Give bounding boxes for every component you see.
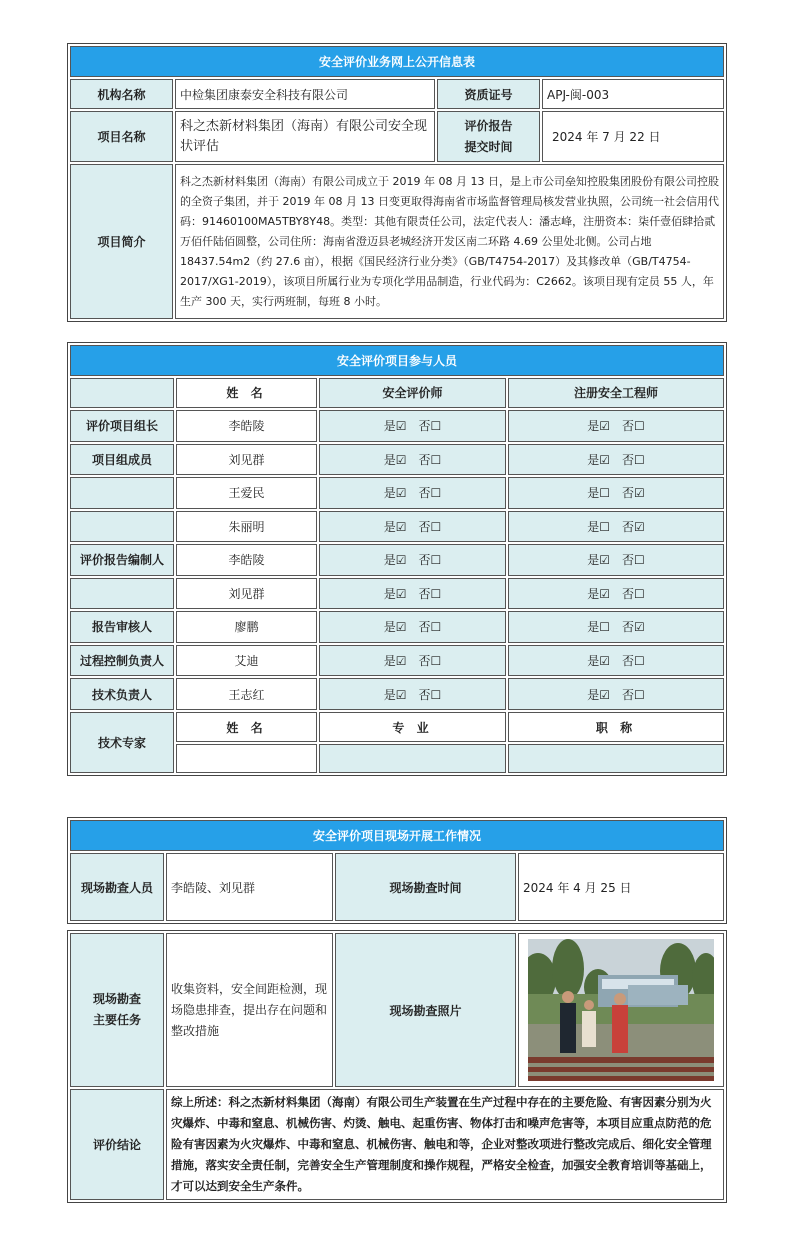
intro-value: 科之杰新材料集团（海南）有限公司成立于 2019 年 08 月 13 日，是上市公司垒知控股集团股份有限公司控股的全资子集团，并于 2019 年 08 月 13 日变更取得海南省市场监督管理局核发营业执照，公司统一社会信用代码：91460100MA5TBY8Y48。类型：其他有限责任公司，法定代表人：潘志峰，注册资本：柒仟壹佰肆拾贰万佰仟陆佰圆整，公司住所：海南省澄迈县老城经济开发区南二环路 4.69 公里处北侧。公司占地 18437.54m2（约 27.6 亩），根据《国民经济行业分类》（GB/T4754-2017）及其修改单（GB/T4754-2017/XG1-2019），该项目所属行业为专项化学用品制造，行业代码为：C2662。该项目现有定员 55 人，年生产 300 天，实行两班制，每班 8 小时。 [175,164,724,319]
site-staff-label: 现场勘查人员 [70,853,164,921]
evaluator-checkbox: 是☑ 否☐ [319,511,506,543]
evaluator-checkbox: 是☑ 否☐ [319,444,506,476]
name-cell: 朱丽明 [176,511,317,543]
table-row [70,544,724,576]
name-cell: 李皓陵 [176,410,317,442]
report-time-value: 2024 年 7 月 22 日 [542,111,724,162]
role-cell: 过程控制负责人 [70,645,174,677]
table-row [70,678,724,710]
evaluator-header: 安全评价师 [319,378,506,409]
role-cell [70,578,174,610]
evaluator-checkbox: 是☑ 否☐ [319,645,506,677]
role-cell: 评价项目组长 [70,410,174,442]
role-cell: 报告审核人 [70,611,174,643]
personnel-table [67,342,727,776]
evaluator-checkbox: 是☑ 否☐ [319,477,506,509]
site-photo-label: 现场勘查照片 [335,933,516,1087]
expert-label: 技术专家 [70,712,174,773]
public-info-table [67,43,727,322]
expert-major-cell [319,744,506,773]
cert-value: APJ-闽-003 [542,79,724,109]
intro-label: 项目简介 [70,164,173,319]
expert-name-cell [176,744,317,773]
table-row [70,511,724,543]
expert-major-header: 专 业 [319,712,506,743]
site-photo [528,939,714,1081]
site-staff-value: 李皓陵、刘见群 [166,853,333,921]
role-cell: 评价报告编制人 [70,544,174,576]
name-cell: 刘见群 [176,444,317,476]
evaluator-checkbox: 是☑ 否☐ [319,611,506,643]
conclusion-value: 综上所述：科之杰新材料集团（海南）有限公司生产装置在生产过程中存在的主要危险、有害因素分别为火灾爆炸、中毒和窒息、机械伤害、灼烫、触电、起重伤害、物体打击和噪声危害等，本项目应重点防范的危险有害因素为火灾爆炸、中毒和窒息、机械伤害、触电和等，企业对整改项进行整改完成后、细化安全管理措施，落实安全责任制，完善安全生产管理制度和操作规程，严格安全检查，加强安全教育培训等基础上，才可以达到安全生产条件。 [166,1089,724,1200]
engineer-checkbox: 是☑ 否☐ [508,645,724,677]
table-row [70,578,724,610]
role-header [70,378,174,409]
role-cell: 技术负责人 [70,678,174,710]
report-time-label: 评价报告 提交时间 [437,111,540,162]
table-row [70,477,724,509]
evaluator-checkbox: 是☑ 否☐ [319,544,506,576]
site-task-label: 现场勘查 主要任务 [70,933,164,1087]
evaluator-checkbox: 是☑ 否☐ [319,678,506,710]
engineer-checkbox: 是☑ 否☐ [508,444,724,476]
expert-name-header: 姓 名 [176,712,317,743]
personnel-title: 安全评价项目参与人员 [70,345,724,376]
table-row [70,444,724,476]
site-time-value: 2024 年 4 月 25 日 [518,853,724,921]
site-photo-image [528,939,714,1081]
name-cell: 王志红 [176,678,317,710]
engineer-checkbox: 是☑ 否☐ [508,410,724,442]
project-label: 项目名称 [70,111,173,162]
role-cell [70,511,174,543]
evaluator-checkbox: 是☑ 否☐ [319,578,506,610]
name-cell: 王爱民 [176,477,317,509]
conclusion-label: 评价结论 [70,1089,164,1200]
org-label: 机构名称 [70,79,173,109]
public-info-title: 安全评价业务网上公开信息表 [70,46,724,77]
engineer-checkbox: 是☑ 否☐ [508,544,724,576]
table-row [70,645,724,677]
site-task-value: 收集资料，安全间距检测，现场隐患排查，提出存在问题和整改措施 [166,933,333,1087]
engineer-header: 注册安全工程师 [508,378,724,409]
site-work-table [67,817,727,924]
engineer-checkbox: 是☐ 否☑ [508,477,724,509]
project-value: 科之杰新材料集团（海南）有限公司安全现状评估 [175,111,435,162]
name-cell: 廖鹏 [176,611,317,643]
evaluator-checkbox: 是☑ 否☐ [319,410,506,442]
org-value: 中检集团康泰安全科技有限公司 [175,79,435,109]
name-cell: 刘见群 [176,578,317,610]
site-time-label: 现场勘查时间 [335,853,516,921]
role-cell [70,477,174,509]
engineer-checkbox: 是☑ 否☐ [508,678,724,710]
engineer-checkbox: 是☐ 否☑ [508,511,724,543]
expert-title-cell [508,744,724,773]
cert-label: 资质证号 [437,79,540,109]
engineer-checkbox: 是☐ 否☑ [508,611,724,643]
table-row [70,410,724,442]
site-detail-table [67,930,727,1203]
site-photo-cell [518,933,724,1087]
role-cell: 项目组成员 [70,444,174,476]
site-work-title: 安全评价项目现场开展工作情况 [70,820,724,851]
expert-title-header: 职 称 [508,712,724,743]
engineer-checkbox: 是☑ 否☐ [508,578,724,610]
table-row [70,611,724,643]
name-header: 姓 名 [176,378,317,409]
name-cell: 李皓陵 [176,544,317,576]
name-cell: 艾迪 [176,645,317,677]
